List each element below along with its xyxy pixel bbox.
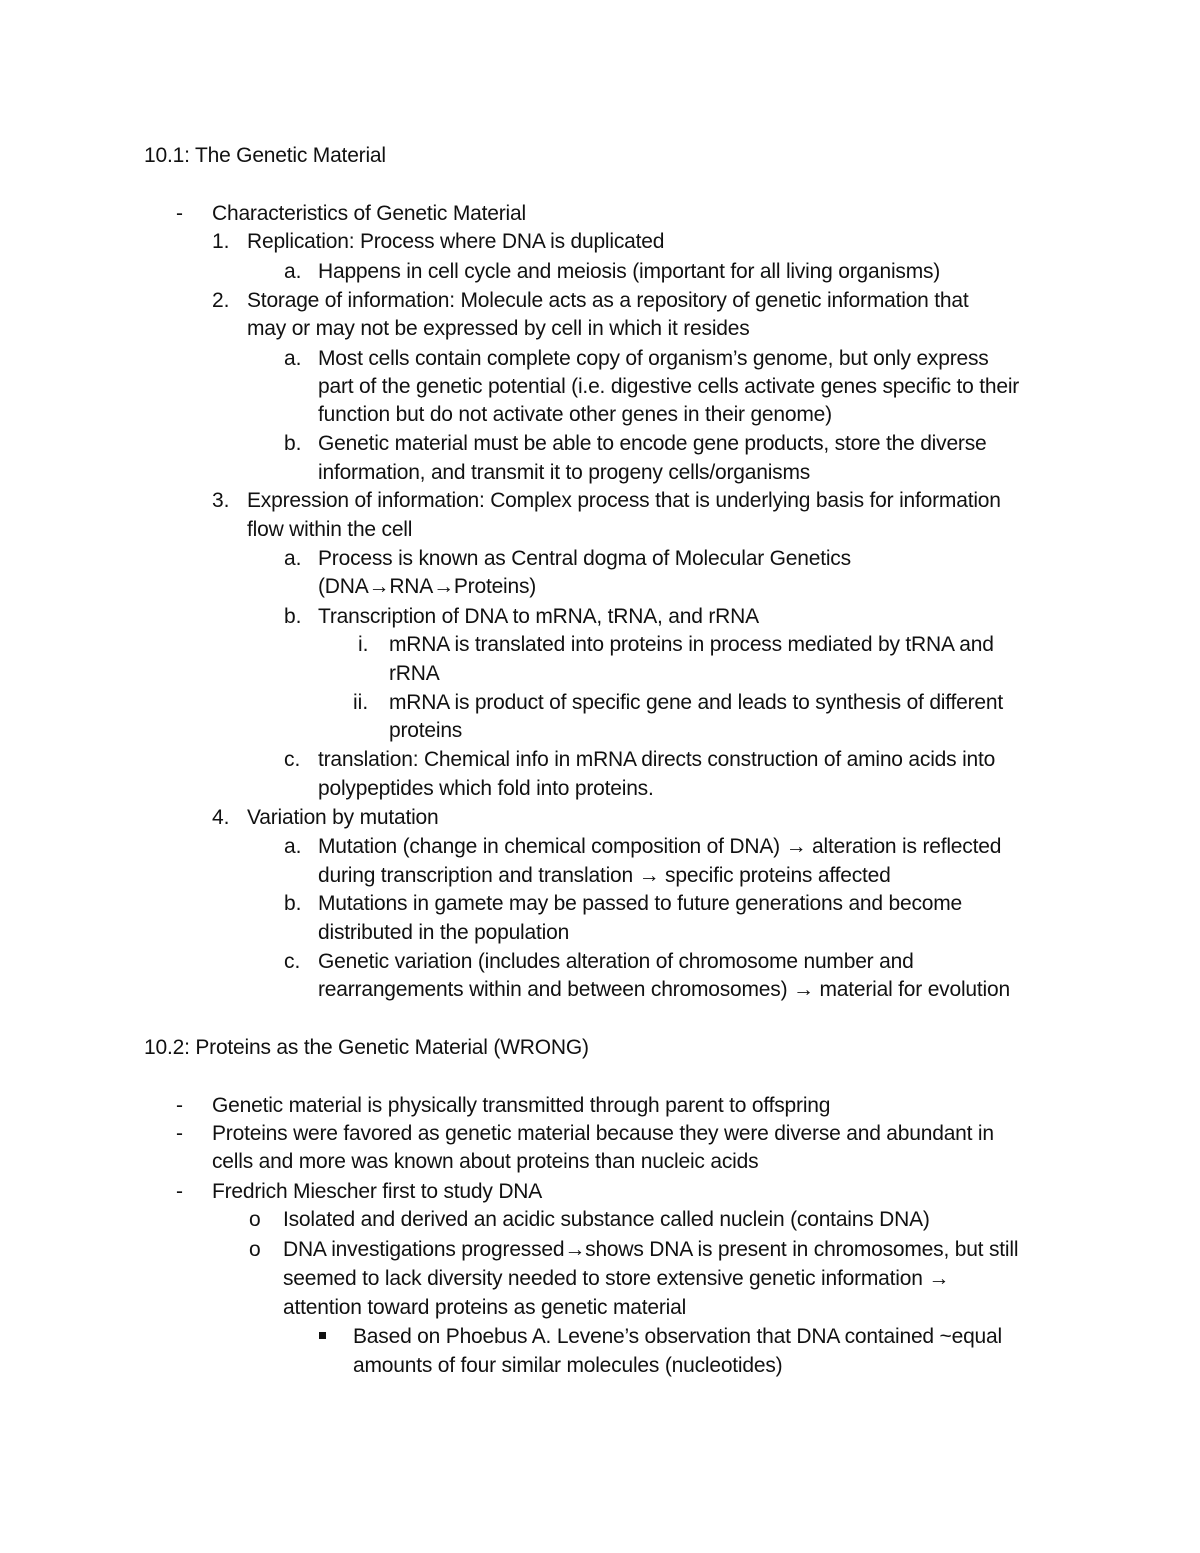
list-letter: c. (284, 950, 301, 973)
list-item: Genetic material must be able to encode gene products, store the diverse (318, 432, 987, 455)
list-item: mRNA is product of specific gene and leads to synthesis of different (389, 691, 1004, 714)
list-item-cont: rRNA (389, 662, 440, 685)
list-item-cont: attention toward proteins as genetic material (283, 1296, 687, 1319)
list-item-cont: polypeptides which fold into proteins. (318, 777, 654, 800)
list-item: Storage of information: Molecule acts as a repository of genetic information that (247, 289, 969, 312)
dash-bullet: - (176, 1094, 183, 1117)
dash-bullet: - (176, 1180, 183, 1203)
list-roman: i. (358, 633, 369, 656)
list-item-cont: flow within the cell (247, 518, 413, 541)
list-number: 3. (212, 489, 230, 512)
list-item-cont: distributed in the population (318, 921, 570, 944)
list-item-cont: cells and more was known about proteins than nucleic acids (212, 1150, 759, 1173)
list-number: 1. (212, 230, 230, 253)
list-letter: b. (284, 892, 302, 915)
list-item-cont: during transcription and translation → specific proteins affected (318, 864, 891, 887)
list-item: translation: Chemical info in mRNA directs construction of amino acids into (318, 748, 996, 771)
list-item: Process is known as Central dogma of Molecular Genetics (318, 547, 851, 570)
section-heading-10-2: 10.2: Proteins as the Genetic Material (WRONG) (144, 1036, 589, 1059)
list-item-cont: seemed to lack diversity needed to store extensive genetic information → (283, 1267, 950, 1290)
list-item-cont: rearrangements within and between chromosomes) → material for evolution (318, 978, 1010, 1001)
list-item: Variation by mutation (247, 806, 439, 829)
list-letter: a. (284, 260, 302, 283)
list-item-cont: proteins (389, 719, 463, 742)
list-item-title: Characteristics of Genetic Material (212, 202, 526, 225)
list-item: Most cells contain complete copy of organism’s genome, but only express (318, 347, 989, 370)
list-item: Replication: Process where DNA is duplicated (247, 230, 665, 253)
list-item: Mutations in gamete may be passed to future generations and become (318, 892, 963, 915)
list-item: Mutation (change in chemical composition of DNA) → alteration is reflected (318, 835, 1002, 858)
list-letter: b. (284, 432, 302, 455)
list-item-cont: function but do not activate other genes in their genome) (318, 403, 832, 426)
list-item: mRNA is translated into proteins in process mediated by tRNA and (389, 633, 994, 656)
list-number: 2. (212, 289, 230, 312)
list-item: Genetic variation (includes alteration of chromosome number and (318, 950, 914, 973)
list-letter: a. (284, 347, 302, 370)
list-letter: c. (284, 748, 301, 771)
list-number: 4. (212, 806, 230, 829)
list-item: Expression of information: Complex process that is underlying basis for information (247, 489, 1001, 512)
list-item: Isolated and derived an acidic substance called nuclein (contains DNA) (283, 1208, 930, 1231)
list-item-cont: information, and transmit it to progeny cells/organisms (318, 461, 811, 484)
list-item: Fredrich Miescher first to study DNA (212, 1180, 543, 1203)
list-item-cont: (DNA→RNA→Proteins) (318, 575, 537, 598)
square-bullet (319, 1332, 326, 1339)
list-letter: a. (284, 835, 302, 858)
list-item-cont: may or may not be expressed by cell in which it resides (247, 317, 750, 340)
list-item: Based on Phoebus A. Levene’s observation that DNA contained ~equal (353, 1325, 1002, 1348)
list-item-cont: amounts of four similar molecules (nucleotides) (353, 1354, 783, 1377)
dash-bullet: - (176, 202, 183, 225)
list-item: Happens in cell cycle and meiosis (important for all living organisms) (318, 260, 941, 283)
list-letter: b. (284, 605, 302, 628)
list-item: DNA investigations progressed→shows DNA is present in chromosomes, but still (283, 1238, 1019, 1261)
list-item: Genetic material is physically transmitted through parent to offspring (212, 1094, 831, 1117)
list-item: Proteins were favored as genetic material because they were diverse and abundant in (212, 1122, 994, 1145)
list-item-cont: part of the genetic potential (i.e. digestive cells activate genes specific to their (318, 375, 1020, 398)
list-roman: ii. (353, 691, 369, 714)
dash-bullet: - (176, 1122, 183, 1145)
circle-bullet: o (249, 1238, 261, 1261)
list-item: Transcription of DNA to mRNA, tRNA, and rRNA (318, 605, 759, 628)
list-letter: a. (284, 547, 302, 570)
section-heading-10-1: 10.1: The Genetic Material (144, 144, 386, 167)
circle-bullet: o (249, 1208, 261, 1231)
